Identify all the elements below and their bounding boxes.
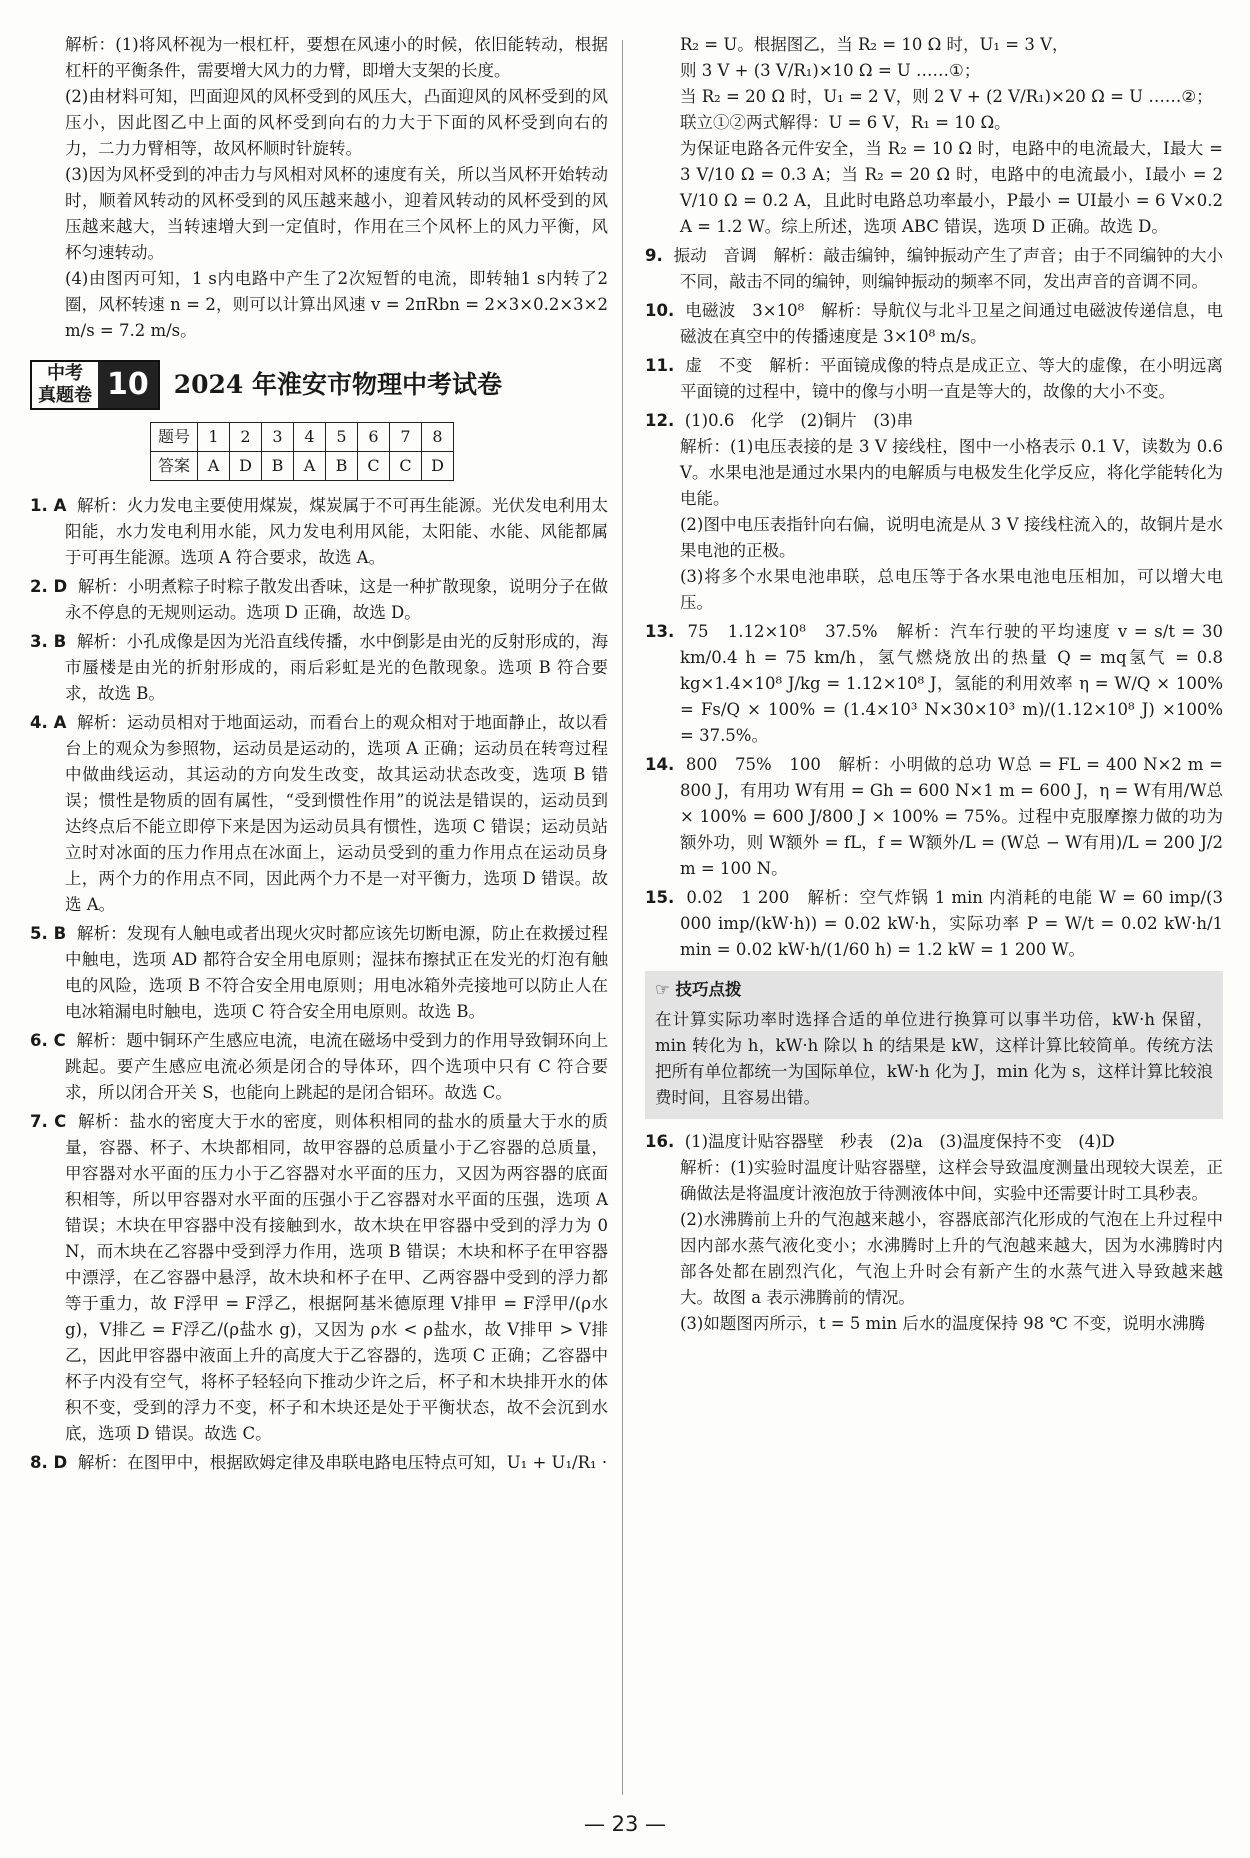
answer-text: 解析：小孔成像是因为光沿直线传播，水中倒影是由光的反射形成的，海市蜃楼是由光的折射形成的，雨后彩虹是光的色散现象。选项 B 符合要求，故选 B。 xyxy=(65,632,608,703)
answer-text: 解析：小明煮粽子时粽子散发出香味，这是一种扩散现象，说明分子在做永不停息的无规则运动。选项 D 正确，故选 D。 xyxy=(65,577,608,622)
q12-detail-2: (2)图中电压表指针向右偏，说明电流是从 3 V 接线柱流入的，故铜片是水果电池的正极。 xyxy=(680,515,1223,560)
answer-13 xyxy=(645,619,1223,749)
q12-detail-3: (3)将多个水果电池串联，总电压等于各水果电池电压相加，可以增大电压。 xyxy=(680,567,1223,612)
tip-title xyxy=(655,977,1213,1003)
answer-12 xyxy=(645,408,1223,434)
answer-1 xyxy=(30,493,608,571)
answer-text: 解析：发现有人触电或者出现火灾时都应该先切断电源，防止在救援过程中触电，选项 AD 都符合安全用电原则；湿抹布擦拭正在发光的灯泡有触电的风险，选项 B 不符合安全用电原则；用电冰箱外壳接地可以防止人在电冰箱漏电时触电，选项 C 符合安全用电原则。故选 B。 xyxy=(65,924,608,1021)
tip-box xyxy=(645,971,1223,1119)
answer-number: 12. xyxy=(645,411,675,430)
answer-number: 7. C xyxy=(30,1112,67,1131)
answer-number: 11. xyxy=(645,356,675,375)
answer-number: 13. xyxy=(645,622,675,641)
q16-detail-1: 解析：(1)实验时温度计贴容器壁，这样会导致温度测量出现较大误差，正确做法是将温度计液泡放于待测液体中间，实验中还需要计时工具秒表。 xyxy=(680,1158,1223,1203)
q8-cont-3: 当 R₂ = 20 Ω 时，U₁ = 2 V，则 2 V + (2 V/R₁)×20 Ω = U ……②； xyxy=(680,87,1213,106)
answer-number: 8. D xyxy=(30,1453,68,1472)
answer-8 xyxy=(30,1450,608,1476)
lightbulb-icon: ☞ xyxy=(655,980,670,999)
tip-title-text: 技巧点拨 xyxy=(675,980,742,999)
q8-cont-2: 则 3 V + (3 V/R₁)×10 Ω = U ……①； xyxy=(680,61,981,80)
q9-part2: (2)由材料可知，凹面迎风的风杯受到的风压大，凸面迎风的风杯受到的风压小，因此图乙中上面的风杯受到向右的力大于下面的风杯受到向右的力，二力力臂相等，故风杯顺时针旋转。 xyxy=(65,87,608,158)
table-cell: 5 xyxy=(326,423,358,452)
right-column xyxy=(645,32,1223,1337)
table-cell: D xyxy=(230,452,262,481)
table-cell: 8 xyxy=(422,423,454,452)
answer-11 xyxy=(645,353,1223,405)
table-cell: B xyxy=(262,452,294,481)
answer-text: 解析：火力发电主要使用煤炭，煤炭属于不可再生能源。光伏发电利用太阳能，水力发电利用水能，风力发电利用风能，太阳能、水能、风能都属于可再生能源。选项 A 符合要求，故选 A。 xyxy=(65,496,608,567)
badge-number: 10 xyxy=(98,362,158,408)
answer-text: (1)温度计贴容器壁 秒表 (2)a (3)温度保持不变 (4)D xyxy=(684,1132,1115,1151)
answer-number: 3. B xyxy=(30,632,67,651)
answer-number: 2. D xyxy=(30,577,68,596)
column-divider xyxy=(622,40,623,1795)
q16-detail-2: (2)水沸腾前上升的气泡越来越小，容器底部汽化形成的气泡在上升过程中因内部水蒸气液化变小；水沸腾时上升的气泡越来越大，因为水沸腾时内部各处都在剧烈汽化，气泡上升时会有新产生的水蒸气进入导致越来越大。故图 a 表示沸腾前的情况。 xyxy=(680,1210,1223,1307)
table-cell: C xyxy=(390,452,422,481)
answer-4 xyxy=(30,710,608,918)
table-head-number: 题号 xyxy=(151,423,198,452)
answer-6 xyxy=(30,1028,608,1106)
answer-number: 9. xyxy=(645,246,663,265)
answer-5 xyxy=(30,921,608,1025)
table-cell: B xyxy=(326,452,358,481)
answer-text: 0.02 1 200 解析：空气炸锅 1 min 内消耗的电能 W = 60 imp/(3 000 imp/(kW·h)) = 0.02 kW·h，实际功率 P = W/t = 0.02 kW·h/1 min = 0.02 kW·h/(1/60 h) = 1.2 kW = 1 200 W。 xyxy=(680,888,1223,959)
q9-part1: 解析：(1)将风杯视为一根杠杆，要想在风速小的时候，依旧能转动，根据杠杆的平衡条件，需要增大风力的力臂，即增大支架的长度。 xyxy=(65,35,608,80)
answer-text: (1)0.6 化学 (2)铜片 (3)串 xyxy=(684,411,914,430)
answer-number: 6. C xyxy=(30,1031,66,1050)
exam-badge xyxy=(30,360,160,410)
answer-text: 解析：在图甲中，根据欧姆定律及串联电路电压特点可知，U₁ + U₁/R₁ · xyxy=(77,1453,608,1472)
answer-7 xyxy=(30,1109,608,1447)
badge-line2: 真题卷 xyxy=(38,385,92,406)
q8-cont-5: 为保证电路各元件安全，当 R₂ = 10 Ω 时，电路中的电流最大，I最大 = 3 V/10 Ω = 0.3 A；当 R₂ = 20 Ω 时，电路中的电流最小，I最小 = 2 V/10 Ω = 0.2 A，且此时电路总功率最小，P最小 = UI最小 = 6 V×0.2 A = 1.2 W。综上所述，选项 ABC 错误，选项 D 正确。故选 D。 xyxy=(680,139,1223,236)
answer-text: 解析：盐水的密度大于水的密度，则体积相同的盐水的质量大于水的质量，容器、杯子、木块都相同，故甲容器的总质量小于乙容器的总质量，甲容器对水平面的压力小于乙容器对水平面的压力，又因为两容器的底面积相等，所以甲容器对水平面的压强小于乙容器对水平面的压强，选项 A 错误；木块在甲容器中没有接触到水，故木块在甲容器中受到的浮力为 0 N，而木块在乙容器中受到浮力作用，选项 B 错误；木块和杯子在甲容器中漂浮，在乙容器中悬浮，故木块和杯子在甲、乙两容器中受到的浮力都等于重力，故 F浮甲 = F浮乙，根据阿基米德原理 V排甲 = F浮甲/(ρ水 g)，V排乙 = F浮乙/(ρ盐水 g)，又因为 ρ水 < ρ盐水，故 V排甲 > V排乙，因此甲容器中液面上升的高度大于乙容器的，选项 C 正确；乙容器中杯子内没有空气，将杯子轻轻向下推动少许之后，杯子和木块排开水的体积不变，受到的浮力不变，杯子和木块还是处于平衡状态，故不会沉到水底，选项 D 错误。故选 C。 xyxy=(65,1112,609,1443)
answer-number: 10. xyxy=(645,301,675,320)
q16-detail-3: (3)如题图丙所示，t = 5 min 后水的温度保持 98 ℃ 不变，说明水沸腾 xyxy=(680,1314,1206,1333)
table-cell: 2 xyxy=(230,423,262,452)
page-number: — 23 — xyxy=(583,1812,667,1836)
table-head-answer: 答案 xyxy=(151,452,198,481)
answer-15 xyxy=(645,885,1223,963)
answer-number: 1. A xyxy=(30,496,67,515)
answer-2 xyxy=(30,574,608,626)
q9-part4: (4)由图丙可知，1 s内电路中产生了2次短暂的电流，即转轴1 s内转了2圈，风杯转速 n = 2，则可以计算出风速 v = 2πRbn = 2×3×0.2×3×2 m/s = 7.2 m/s。 xyxy=(65,269,608,340)
answer-number: 15. xyxy=(645,888,675,907)
answer-9 xyxy=(645,243,1223,295)
left-column xyxy=(30,32,608,1476)
table-cell: A xyxy=(294,452,326,481)
q8-cont-4: 联立①②两式解得：U = 6 V，R₁ = 10 Ω。 xyxy=(680,113,1011,132)
answer-text: 电磁波 3×10⁸ 解析：导航仪与北斗卫星之间通过电磁波传递信息，电磁波在真空中的传播速度是 3×10⁸ m/s。 xyxy=(680,301,1223,346)
table-cell: 6 xyxy=(358,423,390,452)
answer-text: 800 75% 100 解析：小明做的总功 W总 = FL = 400 N×2 m = 800 J，有用功 W有用 = Gh = 600 N×1 m = 600 J，η = W有用/W总 × 100% = 600 J/800 J × 100% = 75%。过程中克服摩擦力做的功为额外功，则 W额外 = fL，f = W额外/L = (W总 − W有用)/L = 200 J/2 m = 100 N。 xyxy=(680,755,1223,878)
answer-text: 虚 不变 解析：平面镜成像的特点是成正立、等大的虚像，在小明远离平面镜的过程中，镜中的像与小明一直是等大的，故像的大小不变。 xyxy=(680,356,1224,401)
q9-part3: (3)因为风杯受到的冲击力与风相对风杯的速度有关，所以当风杯开始转动时，顺着风转动的风杯受到的风压越来越小，迎着风转动的风杯受到的风压越来越大，当转速增大到一定值时，作用在三个风杯上的风力平衡，风杯匀速转动。 xyxy=(65,165,608,262)
answer-14 xyxy=(645,752,1223,882)
answer-text: 解析：运动员相对于地面运动，而看台上的观众相对于地面静止，故以看台上的观众为参照物，运动员是运动的，选项 A 正确；运动员在转弯过程中做曲线运动，其运动的方向发生改变，故其运动状态改变，选项 B 错误；惯性是物质的固有属性，“受到惯性作用”的说法是错误的，运动员到达终点后不能立即停下来是因为运动员具有惯性，选项 C 错误；运动员站立时对冰面的压力作用点在冰面上，运动员受到的重力作用点在运动员身上，两个力的作用点不同，因此两个力不是一对平衡力，选项 D 错误。故选 A。 xyxy=(65,713,608,914)
badge-line1: 中考 xyxy=(47,363,83,384)
table-cell: 3 xyxy=(262,423,294,452)
answer-number: 16. xyxy=(645,1132,675,1151)
answer-text: 振动 音调 解析：敲击编钟，编钟振动产生了声音；由于不同编钟的大小不同，敲击不同的编钟，则编钟振动的频率不同，发出声音的音调不同。 xyxy=(673,246,1224,291)
answer-text: 解析：题中铜环产生感应电流，电流在磁场中受到力的作用导致铜环向上跳起。要产生感应电流必须是闭合的导体环，四个选项中只有 C 符合要求，所以闭合开关 S，也能向上跳起的是闭合铝环。故选 C。 xyxy=(65,1031,608,1102)
table-cell: 4 xyxy=(294,423,326,452)
answer-16 xyxy=(645,1129,1223,1155)
answer-number: 14. xyxy=(645,755,675,774)
table-cell: 1 xyxy=(198,423,230,452)
answer-10 xyxy=(645,298,1223,350)
exam-title: 2024 年淮安市物理中考试卷 xyxy=(173,370,503,399)
answer-number: 5. B xyxy=(30,924,67,943)
table-cell: 7 xyxy=(390,423,422,452)
answer-3 xyxy=(30,629,608,707)
table-cell: C xyxy=(358,452,390,481)
table-cell: A xyxy=(198,452,230,481)
table-cell: D xyxy=(422,452,454,481)
exam-banner xyxy=(30,360,608,410)
q12-detail-1: 解析：(1)电压表接的是 3 V 接线柱，图中一小格表示 0.1 V，读数为 0.6 V。水果电池是通过水果内的电解质与电极发生化学反应，将化学能转化为电能。 xyxy=(680,437,1223,508)
tip-text: 在计算实际功率时选择合适的单位进行换算可以事半功倍，kW·h 保留，min 转化为 h，kW·h 除以 h 的结果是 kW，这样计算比较简单。传统方法把所有单位都统一为国际单位，kW·h 化为 J，min 化为 s，这样计算比较浪费时间，且容易出错。 xyxy=(655,1010,1213,1107)
answer-number: 4. A xyxy=(30,713,67,732)
answer-key-table xyxy=(150,422,454,481)
answer-text: 75 1.12×10⁸ 37.5% 解析：汽车行驶的平均速度 v = s/t = 30 km/0.4 h = 75 km/h，氢气燃烧放出的热量 Q = mq氢气 = 0.8 kg×1.4×10⁸ J/kg = 1.12×10⁸ J，氢能的利用效率 η = W/Q × 100% = Fs/Q × 100% = (1.4×10³ N×30×10³ m)/(1.12×10⁸ J) ×100% = 37.5%。 xyxy=(680,622,1224,745)
q8-cont-1: R₂ = U。根据图乙，当 R₂ = 10 Ω 时，U₁ = 3 V， xyxy=(680,35,1069,54)
